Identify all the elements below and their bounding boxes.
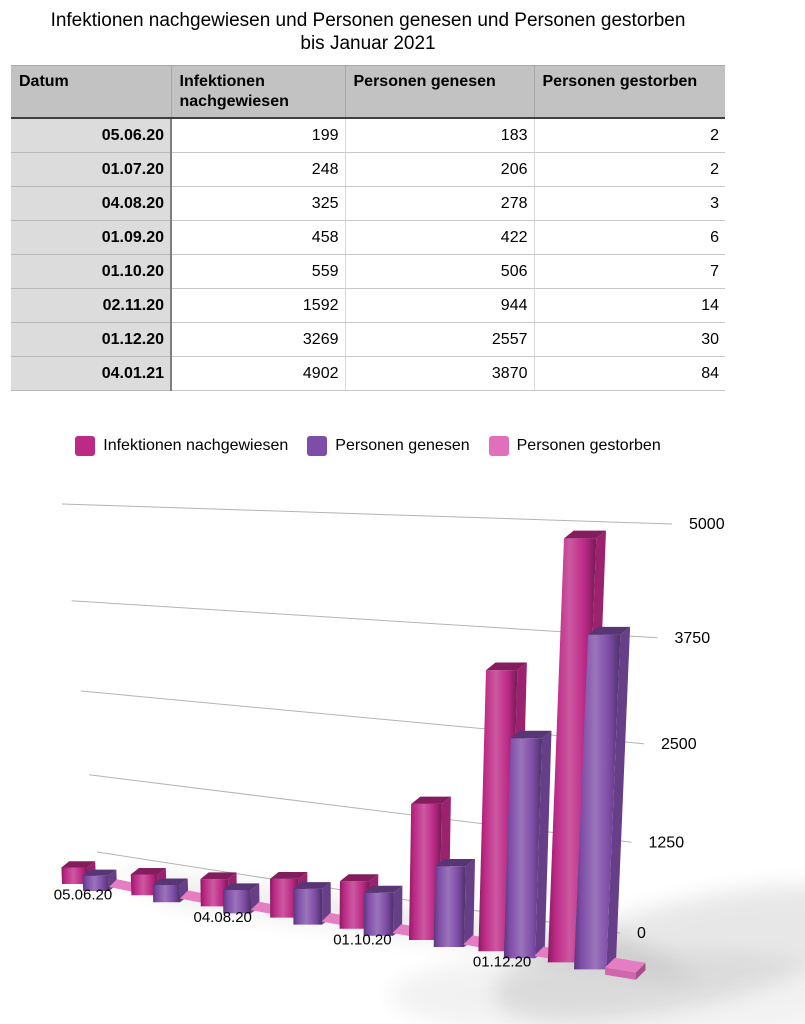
value-cell: 183 [345,118,534,153]
bar-personen-genesen-01.10.20 [364,893,394,936]
value-cell: 506 [345,255,534,289]
value-cell: 7 [534,255,725,289]
page-title [11,9,725,55]
column-header: Infektionen nachgewiesen [171,66,345,119]
date-cell: 04.08.20 [11,187,171,221]
date-cell: 01.12.20 [11,323,171,357]
x-tick-label-05.06.20: 05.06.20 [53,886,113,904]
table-row [11,357,725,391]
bar-personen-genesen-02.11.20-side [464,859,475,947]
column-header: Personen genesen [345,66,534,119]
table-row [11,118,725,153]
y-tick-label-2500: 2500 [661,735,697,753]
table-row [11,255,725,289]
legend-item-infektionen-nachgewiesen [75,436,288,456]
legend-item-personen-genesen [307,436,469,456]
y-tick-label-0: 0 [637,925,646,942]
value-cell: 84 [534,357,725,391]
date-cell: 02.11.20 [11,289,171,323]
x-tick-label-04.08.20: 04.08.20 [193,908,252,926]
value-cell: 944 [345,289,534,323]
table-row [11,221,725,255]
value-cell: 3269 [171,323,345,357]
value-cell: 30 [534,323,725,357]
value-cell: 325 [171,187,345,221]
legend-label: Infektionen nachgewiesen [103,437,289,454]
gridline-5000 [62,504,672,524]
table-row [11,323,725,357]
chart-legend [11,436,725,456]
y-tick-label-3750: 3750 [674,629,711,647]
bars [61,531,645,980]
table-body [11,118,725,391]
value-cell: 199 [171,118,345,153]
table-header [11,66,725,119]
page-title-line1: Infektionen nachgewiesen und Personen genesen und Personen gestorben [50,10,686,31]
legend-swatch [307,436,327,456]
date-cell: 01.07.20 [11,153,171,187]
date-cell: 05.06.20 [11,118,171,153]
data-table [11,65,725,391]
y-tick-label-5000: 5000 [689,516,725,533]
bar-personen-genesen-01.07.20 [153,885,180,902]
column-header: Personen gestorben [534,66,725,119]
page-title-line2: bis Januar 2021 [300,33,436,54]
date-cell: 04.01.21 [11,357,171,391]
legend-item-personen-gestorben [489,436,661,456]
x-tick-label-01.10.20: 01.10.20 [333,931,392,949]
value-cell: 248 [171,153,345,187]
bar-personen-genesen-01.09.20 [293,889,322,925]
table-header-row [11,66,725,119]
column-header: Datum [11,66,171,119]
legend-label: Personen gestorben [516,437,661,454]
value-cell: 14 [534,289,725,323]
bar-personen-genesen-02.11.20 [434,866,466,947]
value-cell: 6 [534,221,725,255]
value-cell: 278 [345,187,534,221]
table-row [11,289,725,323]
table-row [11,153,725,187]
value-cell: 1592 [171,289,345,323]
gridline-1250 [89,775,631,843]
value-cell: 4902 [171,357,345,391]
date-cell: 01.09.20 [11,221,171,255]
value-cell: 206 [345,153,534,187]
value-cell: 2 [534,153,725,187]
value-cell: 559 [171,255,345,289]
value-cell: 422 [345,221,534,255]
value-cell: 2 [534,118,725,153]
date-cell: 01.10.20 [11,255,171,289]
legend-label: Personen genesen [335,437,470,454]
legend-swatch [489,436,509,456]
value-cell: 3 [534,187,725,221]
y-tick-label-1250: 1250 [648,834,685,852]
value-cell: 458 [171,221,345,255]
legend-swatch [75,436,95,456]
bar-chart-3d [0,460,805,1024]
value-cell: 3870 [345,357,534,391]
table-row [11,187,725,221]
value-cell: 2557 [345,323,534,357]
x-tick-label-01.12.20: 01.12.20 [472,953,532,971]
